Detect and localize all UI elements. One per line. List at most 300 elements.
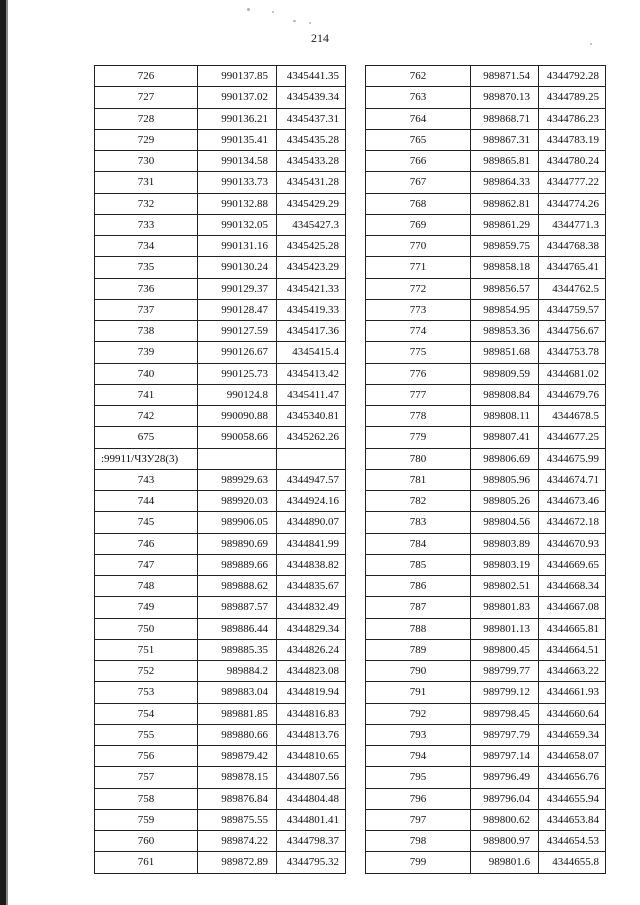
table-row <box>366 576 606 597</box>
x-coordinate-cell: 989876.84 <box>198 788 277 809</box>
x-coordinate-cell: 989796.49 <box>471 767 539 788</box>
table-row <box>95 193 346 214</box>
x-coordinate-cell: 990137.85 <box>198 66 277 87</box>
y-coordinate-cell: 4344835.67 <box>277 576 346 597</box>
y-coordinate-cell: 4344783.19 <box>539 129 606 150</box>
point-number-cell: 770 <box>366 236 471 257</box>
y-coordinate-cell: 4344792.28 <box>539 66 606 87</box>
table-row <box>366 384 606 405</box>
y-coordinate-cell: 4344675.99 <box>539 448 606 469</box>
table-row <box>366 767 606 788</box>
point-number-cell: 751 <box>95 639 198 660</box>
table-row <box>366 321 606 342</box>
table-row <box>366 554 606 575</box>
point-number-cell: 777 <box>366 384 471 405</box>
point-number-cell: 757 <box>95 767 198 788</box>
point-number-cell: :99911/ЧЗУ28(3) <box>95 448 198 469</box>
point-number-cell: 742 <box>95 406 198 427</box>
coordinates-table-right <box>365 65 606 874</box>
table-row <box>366 108 606 129</box>
table-row <box>95 384 346 405</box>
y-coordinate-cell: 4344819.94 <box>277 682 346 703</box>
x-coordinate-cell: 989929.63 <box>198 469 277 490</box>
point-number-cell: 750 <box>95 618 198 639</box>
x-coordinate-cell: 990131.16 <box>198 236 277 257</box>
point-number-cell: 789 <box>366 639 471 660</box>
point-number-cell: 767 <box>366 172 471 193</box>
point-number-cell: 782 <box>366 491 471 512</box>
point-number-cell: 753 <box>95 682 198 703</box>
point-number-cell: 775 <box>366 342 471 363</box>
point-number-cell: 780 <box>366 448 471 469</box>
x-coordinate-cell: 989886.44 <box>198 618 277 639</box>
point-number-cell: 743 <box>95 469 198 490</box>
y-coordinate-cell: 4344673.46 <box>539 491 606 512</box>
y-coordinate-cell: 4344826.24 <box>277 639 346 660</box>
y-coordinate-cell: 4344768.38 <box>539 236 606 257</box>
point-number-cell: 798 <box>366 831 471 852</box>
x-coordinate-cell: 989878.15 <box>198 767 277 788</box>
table-row <box>95 448 346 469</box>
y-coordinate-cell: 4344838.82 <box>277 554 346 575</box>
y-coordinate-cell: 4344810.65 <box>277 746 346 767</box>
x-coordinate-cell: 989800.45 <box>471 639 539 660</box>
y-coordinate-cell: 4344665.81 <box>539 618 606 639</box>
x-coordinate-cell <box>198 448 277 469</box>
point-number-cell: 773 <box>366 299 471 320</box>
table-row <box>366 533 606 554</box>
x-coordinate-cell: 989796.04 <box>471 788 539 809</box>
y-coordinate-cell: 4345262.26 <box>277 427 346 448</box>
x-coordinate-cell: 989890.69 <box>198 533 277 554</box>
table-row <box>366 427 606 448</box>
point-number-cell: 741 <box>95 384 198 405</box>
y-coordinate-cell: 4344655.8 <box>539 852 606 873</box>
table-row <box>366 831 606 852</box>
table-row <box>95 639 346 660</box>
x-coordinate-cell: 990130.24 <box>198 257 277 278</box>
x-coordinate-cell: 989801.13 <box>471 618 539 639</box>
x-coordinate-cell: 990132.88 <box>198 193 277 214</box>
point-number-cell: 746 <box>95 533 198 554</box>
x-coordinate-cell: 989885.35 <box>198 639 277 660</box>
table-row <box>366 406 606 427</box>
point-number-cell: 797 <box>366 809 471 830</box>
table-row <box>366 788 606 809</box>
y-coordinate-cell: 4344658.07 <box>539 746 606 767</box>
point-number-cell: 794 <box>366 746 471 767</box>
point-number-cell: 745 <box>95 512 198 533</box>
point-number-cell: 735 <box>95 257 198 278</box>
point-number-cell: 765 <box>366 129 471 150</box>
x-coordinate-cell: 989889.66 <box>198 554 277 575</box>
y-coordinate-cell: 4344672.18 <box>539 512 606 533</box>
y-coordinate-cell: 4345419.33 <box>277 299 346 320</box>
table-row <box>366 639 606 660</box>
point-number-cell: 733 <box>95 214 198 235</box>
x-coordinate-cell: 989881.85 <box>198 703 277 724</box>
table-row <box>366 682 606 703</box>
y-coordinate-cell: 4344795.32 <box>277 852 346 873</box>
point-number-cell: 796 <box>366 788 471 809</box>
y-coordinate-cell: 4345421.33 <box>277 278 346 299</box>
point-number-cell: 771 <box>366 257 471 278</box>
point-number-cell: 768 <box>366 193 471 214</box>
point-number-cell: 744 <box>95 491 198 512</box>
table-row <box>95 852 346 873</box>
y-coordinate-cell: 4344924.16 <box>277 491 346 512</box>
x-coordinate-cell: 990133.73 <box>198 172 277 193</box>
x-coordinate-cell: 989853.36 <box>471 321 539 342</box>
x-coordinate-cell: 989801.6 <box>471 852 539 873</box>
x-coordinate-cell: 989798.45 <box>471 703 539 724</box>
x-coordinate-cell: 989799.77 <box>471 661 539 682</box>
x-coordinate-cell: 990090.88 <box>198 406 277 427</box>
table-row <box>95 214 346 235</box>
table-row <box>366 214 606 235</box>
point-number-cell: 799 <box>366 852 471 873</box>
y-coordinate-cell: 4344947.57 <box>277 469 346 490</box>
x-coordinate-cell: 989807.41 <box>471 427 539 448</box>
table-row <box>95 236 346 257</box>
table-row <box>95 66 346 87</box>
table-row <box>366 512 606 533</box>
point-number-cell: 740 <box>95 363 198 384</box>
x-coordinate-cell: 989802.51 <box>471 576 539 597</box>
table-row <box>366 852 606 873</box>
table-row <box>366 257 606 278</box>
y-coordinate-cell: 4344670.93 <box>539 533 606 554</box>
x-coordinate-cell: 990134.58 <box>198 151 277 172</box>
table-row <box>366 703 606 724</box>
point-number-cell: 675 <box>95 427 198 448</box>
table-row <box>366 87 606 108</box>
y-coordinate-cell: 4345411.47 <box>277 384 346 405</box>
y-coordinate-cell: 4344786.23 <box>539 108 606 129</box>
x-coordinate-cell: 989868.71 <box>471 108 539 129</box>
table-row <box>366 342 606 363</box>
x-coordinate-cell: 990137.02 <box>198 87 277 108</box>
table-row <box>95 427 346 448</box>
point-number-cell: 795 <box>366 767 471 788</box>
y-coordinate-cell: 4345415.4 <box>277 342 346 363</box>
y-coordinate-cell: 4344663.22 <box>539 661 606 682</box>
x-coordinate-cell: 990058.66 <box>198 427 277 448</box>
y-coordinate-cell: 4344841.99 <box>277 533 346 554</box>
scan-speck <box>247 8 250 11</box>
y-coordinate-cell <box>277 448 346 469</box>
x-coordinate-cell: 989809.59 <box>471 363 539 384</box>
point-number-cell: 760 <box>95 831 198 852</box>
table-row <box>95 278 346 299</box>
table-row <box>95 257 346 278</box>
x-coordinate-cell: 989874.22 <box>198 831 277 852</box>
point-number-cell: 766 <box>366 151 471 172</box>
x-coordinate-cell: 989870.13 <box>471 87 539 108</box>
y-coordinate-cell: 4344678.5 <box>539 406 606 427</box>
point-number-cell: 786 <box>366 576 471 597</box>
x-coordinate-cell: 990124.8 <box>198 384 277 405</box>
table-row <box>95 321 346 342</box>
table-row <box>95 129 346 150</box>
x-coordinate-cell: 989867.31 <box>471 129 539 150</box>
x-coordinate-cell: 989805.96 <box>471 469 539 490</box>
table-row <box>95 576 346 597</box>
table-row <box>95 512 346 533</box>
table-row <box>366 491 606 512</box>
scan-speck <box>309 22 311 24</box>
y-coordinate-cell: 4344890.07 <box>277 512 346 533</box>
point-number-cell: 762 <box>366 66 471 87</box>
table-row <box>95 469 346 490</box>
x-coordinate-cell: 989861.29 <box>471 214 539 235</box>
point-number-cell: 748 <box>95 576 198 597</box>
table-row <box>95 406 346 427</box>
y-coordinate-cell: 4345433.28 <box>277 151 346 172</box>
table-row <box>366 469 606 490</box>
y-coordinate-cell: 4344816.83 <box>277 703 346 724</box>
y-coordinate-cell: 4344669.65 <box>539 554 606 575</box>
table-row <box>95 363 346 384</box>
x-coordinate-cell: 989800.62 <box>471 809 539 830</box>
table-row <box>95 809 346 830</box>
point-number-cell: 727 <box>95 87 198 108</box>
table-row <box>366 597 606 618</box>
x-coordinate-cell: 989851.68 <box>471 342 539 363</box>
point-number-cell: 779 <box>366 427 471 448</box>
x-coordinate-cell: 990129.37 <box>198 278 277 299</box>
table-row <box>366 66 606 87</box>
x-coordinate-cell: 989871.54 <box>471 66 539 87</box>
x-coordinate-cell: 990128.47 <box>198 299 277 320</box>
table-row <box>95 767 346 788</box>
table-row <box>366 724 606 745</box>
y-coordinate-cell: 4344753.78 <box>539 342 606 363</box>
y-coordinate-cell: 4344759.57 <box>539 299 606 320</box>
x-coordinate-cell: 989920.03 <box>198 491 277 512</box>
table-row <box>95 746 346 767</box>
x-coordinate-cell: 989858.18 <box>471 257 539 278</box>
point-number-cell: 772 <box>366 278 471 299</box>
table-row <box>95 172 346 193</box>
x-coordinate-cell: 990126.67 <box>198 342 277 363</box>
y-coordinate-cell: 4344832.49 <box>277 597 346 618</box>
y-coordinate-cell: 4344677.25 <box>539 427 606 448</box>
y-coordinate-cell: 4344801.41 <box>277 809 346 830</box>
page-number: 214 <box>311 31 329 45</box>
point-number-cell: 759 <box>95 809 198 830</box>
x-coordinate-cell: 989856.57 <box>471 278 539 299</box>
table-row <box>366 129 606 150</box>
y-coordinate-cell: 4344789.25 <box>539 87 606 108</box>
x-coordinate-cell: 989808.84 <box>471 384 539 405</box>
table-row <box>95 597 346 618</box>
table-row <box>95 661 346 682</box>
y-coordinate-cell: 4345425.28 <box>277 236 346 257</box>
table-row <box>95 724 346 745</box>
point-number-cell: 758 <box>95 788 198 809</box>
x-coordinate-cell: 989854.95 <box>471 299 539 320</box>
y-coordinate-cell: 4344654.53 <box>539 831 606 852</box>
x-coordinate-cell: 990127.59 <box>198 321 277 342</box>
x-coordinate-cell: 989879.42 <box>198 746 277 767</box>
table-row <box>95 491 346 512</box>
point-number-cell: 749 <box>95 597 198 618</box>
x-coordinate-cell: 989800.97 <box>471 831 539 852</box>
point-number-cell: 728 <box>95 108 198 129</box>
y-coordinate-cell: 4344681.02 <box>539 363 606 384</box>
y-coordinate-cell: 4345439.34 <box>277 87 346 108</box>
x-coordinate-cell: 989804.56 <box>471 512 539 533</box>
point-number-cell: 756 <box>95 746 198 767</box>
y-coordinate-cell: 4345427.3 <box>277 214 346 235</box>
table-row <box>366 278 606 299</box>
point-number-cell: 781 <box>366 469 471 490</box>
table-row <box>95 299 346 320</box>
point-number-cell: 769 <box>366 214 471 235</box>
point-number-cell: 791 <box>366 682 471 703</box>
x-coordinate-cell: 989883.04 <box>198 682 277 703</box>
table-row <box>95 682 346 703</box>
y-coordinate-cell: 4344804.48 <box>277 788 346 809</box>
table-row <box>366 448 606 469</box>
y-coordinate-cell: 4344823.08 <box>277 661 346 682</box>
table-row <box>95 703 346 724</box>
point-number-cell: 755 <box>95 724 198 745</box>
point-number-cell: 736 <box>95 278 198 299</box>
table-row <box>95 108 346 129</box>
x-coordinate-cell: 989803.19 <box>471 554 539 575</box>
x-coordinate-cell: 989888.62 <box>198 576 277 597</box>
y-coordinate-cell: 4344653.84 <box>539 809 606 830</box>
y-coordinate-cell: 4344762.5 <box>539 278 606 299</box>
point-number-cell: 754 <box>95 703 198 724</box>
y-coordinate-cell: 4344807.56 <box>277 767 346 788</box>
point-number-cell: 731 <box>95 172 198 193</box>
table-row <box>95 342 346 363</box>
y-coordinate-cell: 4345417.36 <box>277 321 346 342</box>
point-number-cell: 785 <box>366 554 471 575</box>
y-coordinate-cell: 4344655.94 <box>539 788 606 809</box>
x-coordinate-cell: 989887.57 <box>198 597 277 618</box>
point-number-cell: 739 <box>95 342 198 363</box>
table-row <box>366 236 606 257</box>
point-number-cell: 783 <box>366 512 471 533</box>
x-coordinate-cell: 989859.75 <box>471 236 539 257</box>
y-coordinate-cell: 4345340.81 <box>277 406 346 427</box>
x-coordinate-cell: 989906.05 <box>198 512 277 533</box>
y-coordinate-cell: 4344756.67 <box>539 321 606 342</box>
x-coordinate-cell: 989884.2 <box>198 661 277 682</box>
x-coordinate-cell: 989864.33 <box>471 172 539 193</box>
x-coordinate-cell: 990135.41 <box>198 129 277 150</box>
y-coordinate-cell: 4344774.26 <box>539 193 606 214</box>
y-coordinate-cell: 4345435.28 <box>277 129 346 150</box>
y-coordinate-cell: 4344798.37 <box>277 831 346 852</box>
table-row <box>366 172 606 193</box>
y-coordinate-cell: 4345429.29 <box>277 193 346 214</box>
point-number-cell: 787 <box>366 597 471 618</box>
point-number-cell: 761 <box>95 852 198 873</box>
page-binding-shadow <box>6 0 8 905</box>
y-coordinate-cell: 4344661.93 <box>539 682 606 703</box>
x-coordinate-cell: 989808.11 <box>471 406 539 427</box>
point-number-cell: 747 <box>95 554 198 575</box>
y-coordinate-cell: 4344664.51 <box>539 639 606 660</box>
table-row <box>95 87 346 108</box>
x-coordinate-cell: 989880.66 <box>198 724 277 745</box>
x-coordinate-cell: 989805.26 <box>471 491 539 512</box>
y-coordinate-cell: 4344813.76 <box>277 724 346 745</box>
table-row <box>366 809 606 830</box>
scan-speck <box>272 11 274 13</box>
point-number-cell: 778 <box>366 406 471 427</box>
x-coordinate-cell: 990132.05 <box>198 214 277 235</box>
x-coordinate-cell: 989875.55 <box>198 809 277 830</box>
y-coordinate-cell: 4344829.34 <box>277 618 346 639</box>
x-coordinate-cell: 989801.83 <box>471 597 539 618</box>
y-coordinate-cell: 4344777.22 <box>539 172 606 193</box>
point-number-cell: 764 <box>366 108 471 129</box>
point-number-cell: 734 <box>95 236 198 257</box>
y-coordinate-cell: 4345431.28 <box>277 172 346 193</box>
table-row <box>366 363 606 384</box>
x-coordinate-cell: 989797.79 <box>471 724 539 745</box>
y-coordinate-cell: 4344656.76 <box>539 767 606 788</box>
y-coordinate-cell: 4344668.34 <box>539 576 606 597</box>
point-number-cell: 729 <box>95 129 198 150</box>
y-coordinate-cell: 4344667.08 <box>539 597 606 618</box>
y-coordinate-cell: 4344679.76 <box>539 384 606 405</box>
y-coordinate-cell: 4344771.3 <box>539 214 606 235</box>
scan-speck <box>293 20 296 22</box>
point-number-cell: 726 <box>95 66 198 87</box>
point-number-cell: 752 <box>95 661 198 682</box>
table-row <box>366 618 606 639</box>
x-coordinate-cell: 989797.14 <box>471 746 539 767</box>
point-number-cell: 774 <box>366 321 471 342</box>
x-coordinate-cell: 989806.69 <box>471 448 539 469</box>
table-row <box>95 554 346 575</box>
y-coordinate-cell: 4344659.34 <box>539 724 606 745</box>
y-coordinate-cell: 4345441.35 <box>277 66 346 87</box>
point-number-cell: 792 <box>366 703 471 724</box>
y-coordinate-cell: 4344674.71 <box>539 469 606 490</box>
table-row <box>366 299 606 320</box>
table-row <box>366 193 606 214</box>
point-number-cell: 738 <box>95 321 198 342</box>
table-row <box>366 661 606 682</box>
y-coordinate-cell: 4344780.24 <box>539 151 606 172</box>
x-coordinate-cell: 989865.81 <box>471 151 539 172</box>
y-coordinate-cell: 4344765.41 <box>539 257 606 278</box>
table-row <box>95 788 346 809</box>
x-coordinate-cell: 990136.21 <box>198 108 277 129</box>
y-coordinate-cell: 4345423.29 <box>277 257 346 278</box>
x-coordinate-cell: 990125.73 <box>198 363 277 384</box>
x-coordinate-cell: 989862.81 <box>471 193 539 214</box>
coordinates-table-left <box>94 65 346 874</box>
x-coordinate-cell: 989872.89 <box>198 852 277 873</box>
point-number-cell: 790 <box>366 661 471 682</box>
table-row <box>95 618 346 639</box>
point-number-cell: 793 <box>366 724 471 745</box>
table-row <box>95 831 346 852</box>
y-coordinate-cell: 4345413.42 <box>277 363 346 384</box>
point-number-cell: 737 <box>95 299 198 320</box>
x-coordinate-cell: 989803.89 <box>471 533 539 554</box>
table-row <box>95 533 346 554</box>
